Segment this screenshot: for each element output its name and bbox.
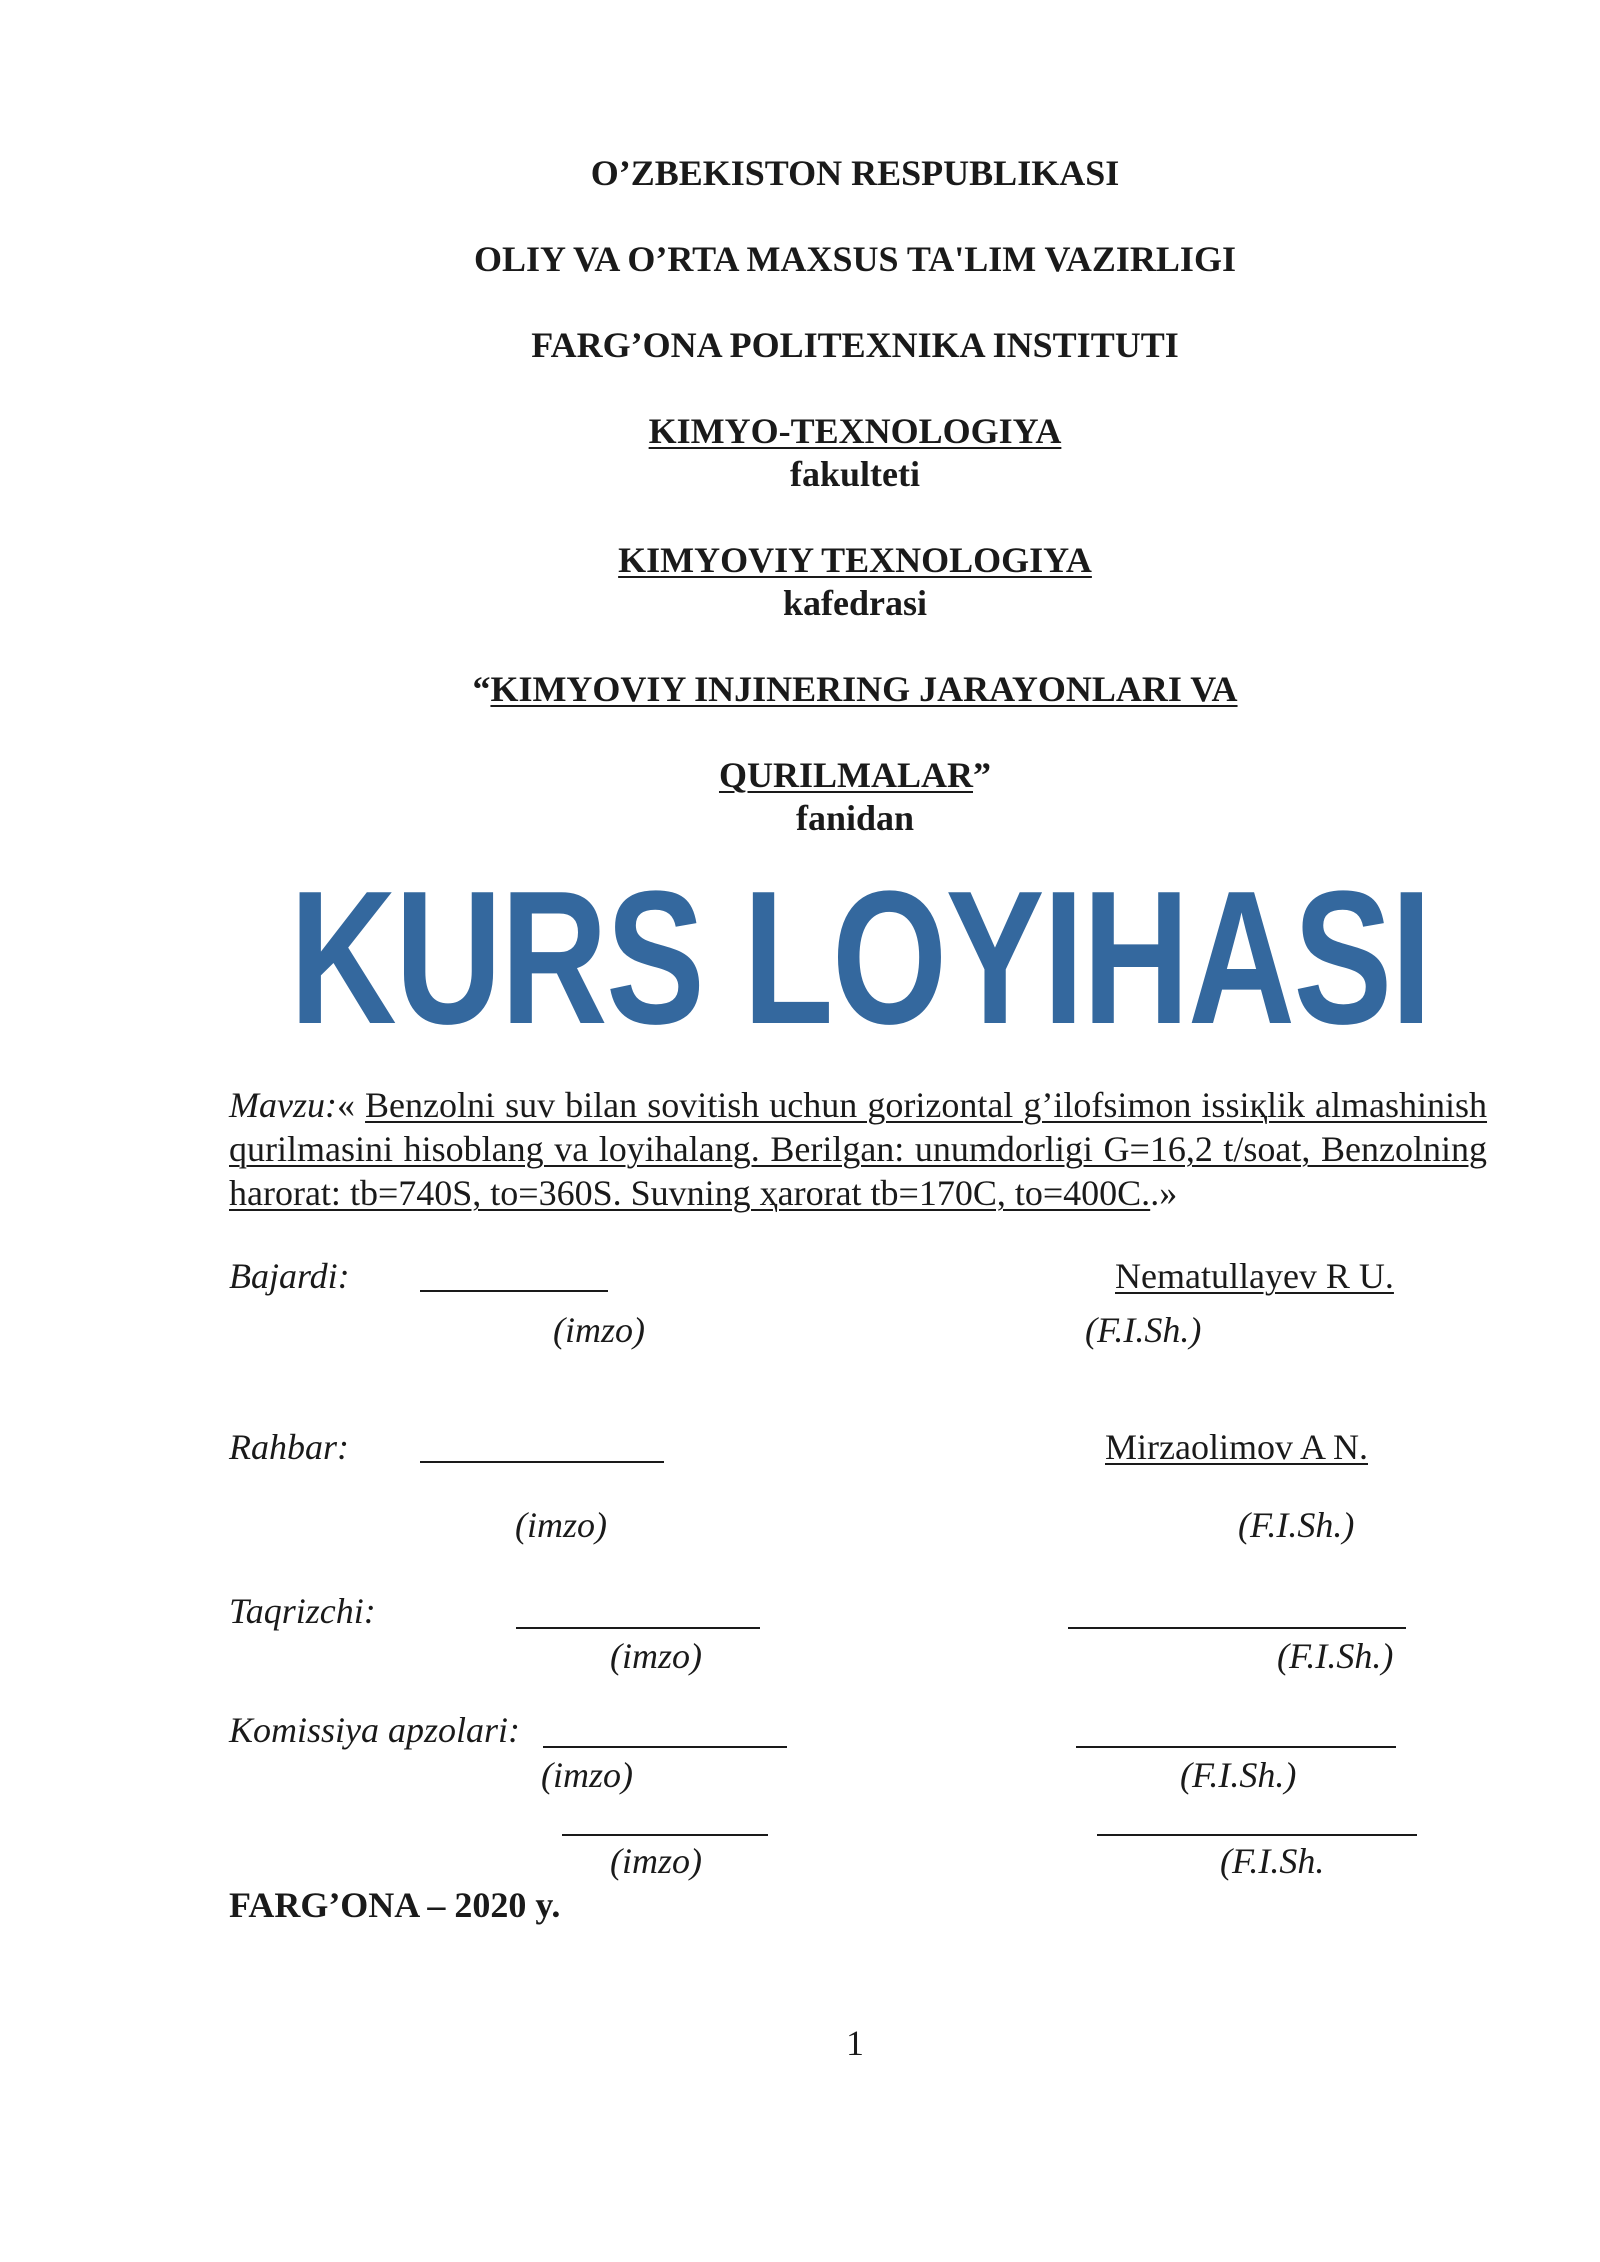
institute-heading: FARG’ONA POLITEXNIKA INSTITUTI bbox=[531, 325, 1179, 365]
taqrizchi-fish-caption: (F.I.Sh.) bbox=[1277, 1636, 1394, 1676]
taqrizchi-label: Taqrizchi: bbox=[229, 1591, 376, 1631]
rahbar-label: Rahbar: bbox=[229, 1427, 349, 1467]
komissiya-imzo-caption-2: (imzo) bbox=[610, 1841, 702, 1881]
department-name-text: KIMYOVIY TEXNOLOGIYA bbox=[618, 540, 1092, 580]
bajardi-imzo-caption: (imzo) bbox=[553, 1310, 645, 1350]
subject-open-quote: “ bbox=[472, 669, 491, 709]
department-word: kafedrasi bbox=[783, 583, 927, 623]
komissiya-imzo-caption-1: (imzo) bbox=[541, 1755, 633, 1795]
subject-close-quote: ” bbox=[973, 755, 991, 795]
rahbar-name: Mirzaolimov A N. bbox=[1105, 1427, 1368, 1467]
taqrizchi-signature-line bbox=[516, 1627, 760, 1629]
komissiya-signature-line-2 bbox=[562, 1834, 768, 1836]
komissiya-signature-line-1 bbox=[543, 1746, 787, 1748]
bajardi-fish-caption: (F.I.Sh.) bbox=[1085, 1310, 1202, 1350]
rahbar-imzo-caption: (imzo) bbox=[515, 1505, 607, 1545]
faculty-name bbox=[0, 410, 1600, 452]
subject-line-1-text: KIMYOVIY INJINERING JARAYONLARI VA bbox=[490, 669, 1238, 709]
topic-label: Mavzu: bbox=[229, 1085, 337, 1125]
faculty-name-text: KIMYO-TEXNOLOGIYA bbox=[648, 411, 1062, 451]
taqrizchi-name-line bbox=[1068, 1627, 1406, 1629]
subject-word: fanidan bbox=[795, 798, 915, 838]
komissiya-name-line-1 bbox=[1076, 1746, 1396, 1748]
bajardi-label: Bajardi: bbox=[229, 1256, 350, 1296]
bajardi-name: Nematullayev R U. bbox=[1115, 1256, 1394, 1296]
topic-close-quote: .» bbox=[1150, 1173, 1178, 1213]
subject-line-2-text: QURILMALAR bbox=[718, 755, 973, 795]
komissiya-fish-caption-1: (F.I.Sh.) bbox=[1180, 1755, 1297, 1795]
course-project-title: KURS LOYIHASI bbox=[289, 852, 1431, 1064]
taqrizchi-imzo-caption: (imzo) bbox=[610, 1636, 702, 1676]
faculty-word: fakulteti bbox=[790, 454, 920, 494]
subject-line-2 bbox=[0, 754, 1600, 796]
komissiya-label: Komissiya apzolari: bbox=[229, 1710, 521, 1750]
rahbar-signature-line bbox=[420, 1461, 664, 1463]
topic-open-quote: « bbox=[336, 1085, 366, 1125]
department-name bbox=[0, 539, 1600, 581]
ministry-heading: OLIY VA O’RTA MAXSUS TA'LIM VAZIRLIGI bbox=[474, 239, 1236, 279]
komissiya-name-line-2 bbox=[1097, 1834, 1417, 1836]
city-year-footer: FARG’ONA – 2020 y. bbox=[229, 1885, 561, 1925]
subject-line-1 bbox=[0, 668, 1600, 710]
topic-paragraph bbox=[229, 1083, 1487, 1215]
bajardi-signature-line bbox=[420, 1290, 608, 1292]
page-number: 1 bbox=[846, 2023, 864, 2063]
republic-heading: O’ZBEKISTON RESPUBLIKASI bbox=[590, 153, 1120, 193]
topic-text: Benzolni suv bilan sovitish uchun gorizontal g’ilofsimon issiқlik almashinish qurilmasini hisoblang va loyihalang. Berilgan: unumdorligi G=16,2 t/soat, Benzolning harorat: tb=740S, to=360S. Suvning ҳarorat tb=170C, to=400C. bbox=[229, 1085, 1488, 1213]
komissiya-fish-caption-2: (F.I.Sh. bbox=[1220, 1841, 1325, 1881]
rahbar-fish-caption: (F.I.Sh.) bbox=[1238, 1505, 1355, 1545]
